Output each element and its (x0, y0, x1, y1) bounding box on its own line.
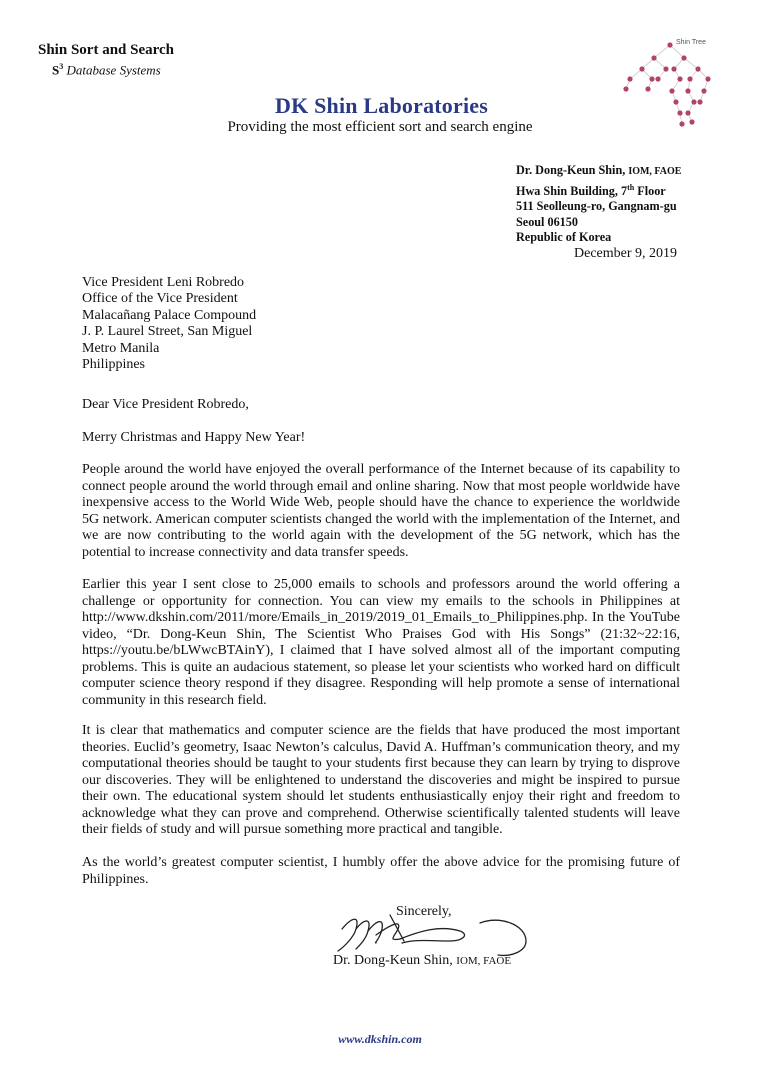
sender-city: Seoul 06150 (516, 214, 578, 229)
sender-building-sup: th (627, 182, 635, 192)
sender-street: 511 Seolleung-ro, Gangnam-gu (516, 199, 677, 214)
sender-name-line (516, 163, 681, 180)
recipient-line: Philippines (82, 357, 146, 373)
brand-name: Shin Sort and Search (38, 42, 175, 58)
recipient-line: Metro Manila (82, 340, 160, 356)
brand-sub-text: Database Systems (66, 62, 161, 78)
brand-sub-sup: 3 (59, 62, 64, 71)
sender-country: Republic of Korea (516, 230, 612, 245)
salutation: Dear Vice President Robredo, (82, 397, 249, 412)
sender-address (516, 163, 681, 246)
footer-website: www.dkshin.com (338, 1032, 422, 1046)
closing: Sincerely, (396, 904, 452, 919)
shin-tree-logo (608, 32, 738, 137)
body-paragraph-2: Earlier this year I sent close to 25,000 emails to schools and professors around the world offering a challenge or opportunity for connection. You can view my emails to the schools in Philippines at http://www.dkshin.com/2011/more/Emails_in_2019/2019_01_Emails_to_Philippines.php. In the YouTube video, “Dr. Dong-Keun Shin, The Scientist Who Praises God with His Songs” (21:32~22:16, https://youtu.be/bLWwcBTAinY), I claimed that I have solved almost all of the important computing problems. This is quite an audacious statement, so please let your scientists who worked hard on difficult computer science theory respond if they disagree. Responding will help promote a sense of international community in this research field. (82, 577, 680, 708)
sender-building-suffix: Floor (637, 183, 666, 198)
recipient-line: Vice President Leni Robredo (82, 275, 245, 290)
signer-name: Dr. Dong-Keun Shin, (333, 953, 453, 968)
recipient-line: J. P. Laurel Street, San Miguel (82, 324, 253, 340)
sender-building: Hwa Shin Building, 7 (516, 183, 628, 198)
recipient-line: Malacañang Palace Compound (82, 307, 257, 323)
brand-sub-prefix: S (52, 62, 60, 78)
body-paragraph-1: People around the world have enjoyed the overall performance of the Internet because of its capability to connect people around the world through email and online sharing. Now that most people worldwide have inexpensive access to the World Wide Web, people should have the chance to experience the worldwide 5G network. American computer scientists changed the world with the implementation of the Internet, and we are now contributing to the world again with the development of the 5G network, which has the potential to increase connectivity and data transfer speeds. (82, 462, 680, 560)
recipient-line: Office of the Vice President (82, 291, 238, 307)
greeting: Merry Christmas and Happy New Year! (82, 430, 306, 445)
brand-block (38, 42, 174, 78)
signer-line (333, 953, 511, 969)
body-paragraph-4: As the world’s greatest computer scientist, I humbly offer the above advice for the promising future of Philippines. (82, 855, 680, 887)
brand-subtitle (38, 59, 174, 78)
recipient-address (82, 275, 256, 373)
tagline: Providing the most efficient sort and search engine (227, 119, 533, 135)
signer-titles: IOM, FAOE (456, 955, 512, 967)
sender-name: Dr. Dong-Keun Shin, (516, 163, 626, 177)
body-paragraph-3: It is clear that mathematics and computer science are the fields that have produced the most important theories. Euclid’s geometry, Isaac Newton’s calculus, David A. Huffman’s communication theory, and my computational theories should be taught to your students first because they can learn by trying to disprove our discoveries. They will be enlightened to understand the discoveries and might be inspired to pursue their own. The educational system should let students enthusiastically enjoy their right and freedom to acknowledge what they can prove and comprehend. Otherwise scientifically talented students will leave their fields of study and will pursue something more practical and tangible. (82, 723, 680, 837)
sender-building-line (516, 180, 681, 200)
logo-label: Shin Tree (676, 39, 706, 46)
lab-name: DK Shin Laboratories (274, 93, 489, 118)
sender-titles: IOM, FAOE (628, 166, 682, 177)
letter-date: December 9, 2019 (574, 246, 678, 261)
